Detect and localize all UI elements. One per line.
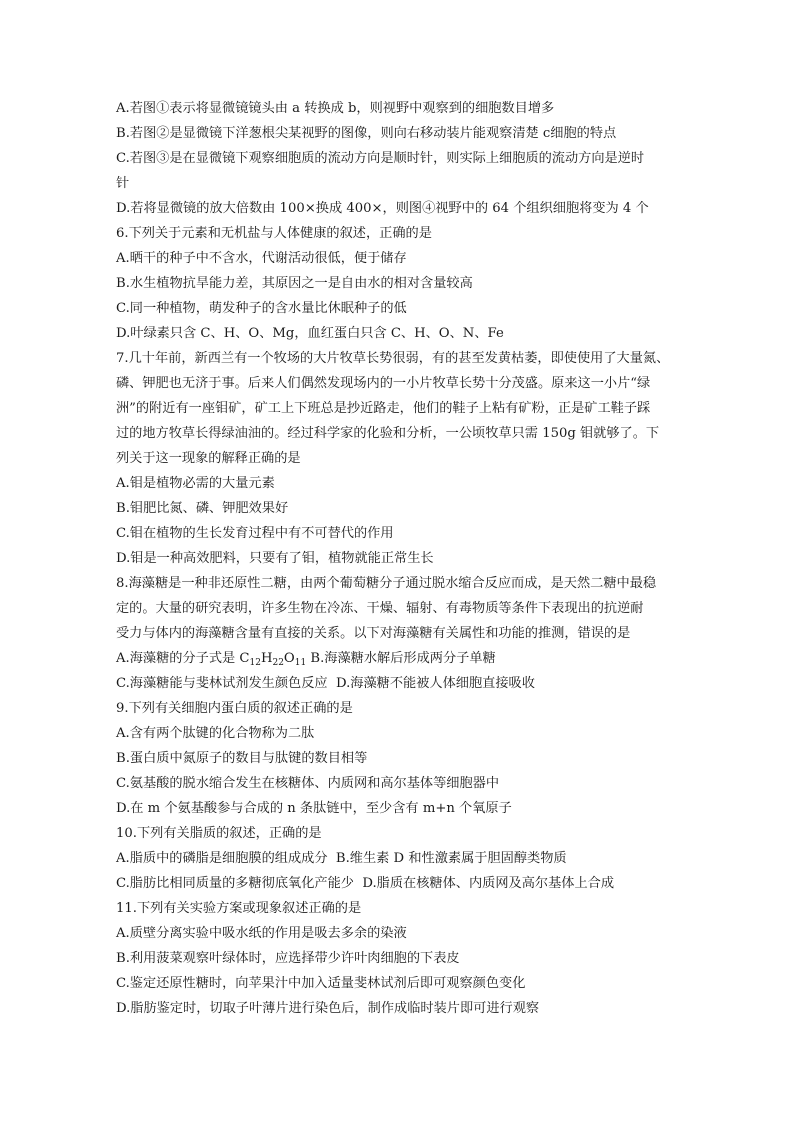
q8-formula-sub-h: 22: [272, 658, 284, 668]
q7-option-d: D.钼是一种高效肥料，只要有了钼，植物就能正常生长: [116, 551, 434, 566]
q10-option-c: C.脂肪比相同质量的多糖彻底氧化产能少: [116, 876, 354, 891]
q6-option-c: C.同一种植物，萌发种子的含水量比休眠种子的低: [116, 301, 407, 316]
q6-stem: 6.下列关于元素和无机盐与人体健康的叙述，正确的是: [116, 226, 432, 241]
q7-stem-line5: 列关于这一现象的解释正确的是: [116, 451, 301, 466]
q11-option-d: D.脂肪鉴定时，切取子叶薄片进行染色后，制作成临时装片即可进行观察: [116, 1001, 540, 1016]
q8-option-b: B.海藻糖水解后形成两分子单糖: [306, 651, 496, 666]
q9-option-c: C.氨基酸的脱水缩合发生在核糖体、内质网和高尔基体等细胞器中: [116, 776, 500, 791]
question-text-body: [116, 96, 682, 1021]
q8-stem-line2: 定的。大量的研究表明，许多生物在冷冻、干燥、辐射、有毒物质等条件下表现出的抗逆耐: [116, 601, 644, 616]
q10-option-b: B.维生素 D 和性激素属于胆固醇类物质: [335, 851, 567, 866]
q8-stem-line3: 受力与体内的海藻糖含量有直接的关系。以下对海藻糖有关属性和功能的推测，错误的是: [116, 626, 631, 641]
q5-option-c-line2: 针: [116, 176, 130, 191]
q8-option-a-prefix: A.海藻糖的分子式是 C: [116, 651, 250, 666]
q10-options-ab: [116, 846, 682, 871]
q7-option-b: B.钼肥比氮、磷、钾肥效果好: [116, 501, 289, 516]
q10-options-cd: [116, 871, 682, 896]
q9-option-b: B.蛋白质中氮原子的数目与肽键的数目相等: [116, 751, 368, 766]
q7-stem-line3: 洲”的附近有一座钼矿，矿工上下班总是抄近路走，他们的鞋子上粘有矿粉，正是矿工鞋子踩: [116, 401, 651, 416]
q10-option-a: A.脂质中的磷脂是细胞膜的组成成分: [116, 851, 328, 866]
q8-options-ab: [116, 646, 682, 671]
q7-stem-line4: 过的地方牧草长得绿油油的。经过科学家的化验和分析，一公顷牧草只需 150g 钼就够了。下: [116, 426, 660, 441]
q8-option-c: C.海藻糖能与斐林试剂发生颜色反应: [116, 676, 328, 691]
q7-stem-line2: 磷、钾肥也无济于事。后来人们偶然发现场内的一小片牧草长势十分茂盛。原来这一小片“绿: [116, 376, 651, 391]
q8-formula-sub-o: 11: [294, 658, 307, 668]
q5-option-a: A.若图①表示将显微镜镜头由 a 转换成 b，则视野中观察到的细胞数目增多: [116, 101, 555, 116]
q11-option-c: C.鉴定还原性糖时，向苹果汁中加入适量斐林试剂后即可观察颜色变化: [116, 976, 526, 991]
q5-option-d: D.若将显微镜的放大倍数由 100×换成 400×，则图④视野中的 64 个组织细胞将变为 4 个: [116, 201, 649, 216]
q7-option-c: C.钼在植物的生长发育过程中有不可替代的作用: [116, 526, 394, 541]
q8-formula-o: O: [283, 651, 295, 666]
q8-formula-h: H: [260, 651, 273, 666]
q7-stem-line1: 7.几十年前，新西兰有一个牧场的大片牧草长势很弱，有的甚至发黄枯萎，即使使用了大量氮、: [116, 351, 670, 366]
q9-stem: 9.下列有关细胞内蛋白质的叙述正确的是: [116, 701, 353, 716]
q9-option-a: A.含有两个肽键的化合物称为二肽: [116, 726, 315, 741]
q10-stem: 10.下列有关脂质的叙述，正确的是: [116, 826, 322, 841]
q5-option-b: B.若图②是显微镜下洋葱根尖某视野的图像，则向右移动装片能观察清楚 c细胞的特点: [116, 126, 617, 141]
q6-option-a: A.晒干的种子中不含水，代谢活动很低，便于储存: [116, 251, 407, 266]
q11-option-b: B.利用菠菜观察叶绿体时，应选择带少许叶肉细胞的下表皮: [116, 951, 460, 966]
q7-option-a: A.钼是植物必需的大量元素: [116, 476, 275, 491]
q11-option-a: A.质壁分离实验中吸水纸的作用是吸去多余的染液: [116, 926, 407, 941]
q6-option-b: B.水生植物抗旱能力差，其原因之一是自由水的相对含量较高: [116, 276, 473, 291]
q9-option-d: D.在 m 个氨基酸参与合成的 n 条肽链中，至少含有 m+n 个氧原子: [116, 801, 512, 816]
q10-option-d: D.脂质在核糖体、内质网及高尔基体上合成: [362, 876, 615, 891]
q8-formula-sub-c: 12: [249, 658, 261, 668]
q8-stem-line1: 8.海藻糖是一种非还原性二糖，由两个葡萄糖分子通过脱水缩合反应而成，是天然二糖中最稳: [116, 576, 657, 591]
q5-option-c-line1: C.若图③是在显微镜下观察细胞质的流动方向是顺时针，则实际上细胞质的流动方向是逆时: [116, 151, 645, 166]
q11-stem: 11.下列有关实验方案或现象叙述正确的是: [116, 901, 362, 916]
q8-options-cd: [116, 671, 682, 696]
q8-option-d: D.海藻糖不能被人体细胞直接吸收: [336, 676, 535, 691]
q6-option-d: D.叶绿素只含 C、H、O、Mg，血红蛋白只含 C、H、O、N、Fe: [116, 326, 504, 341]
